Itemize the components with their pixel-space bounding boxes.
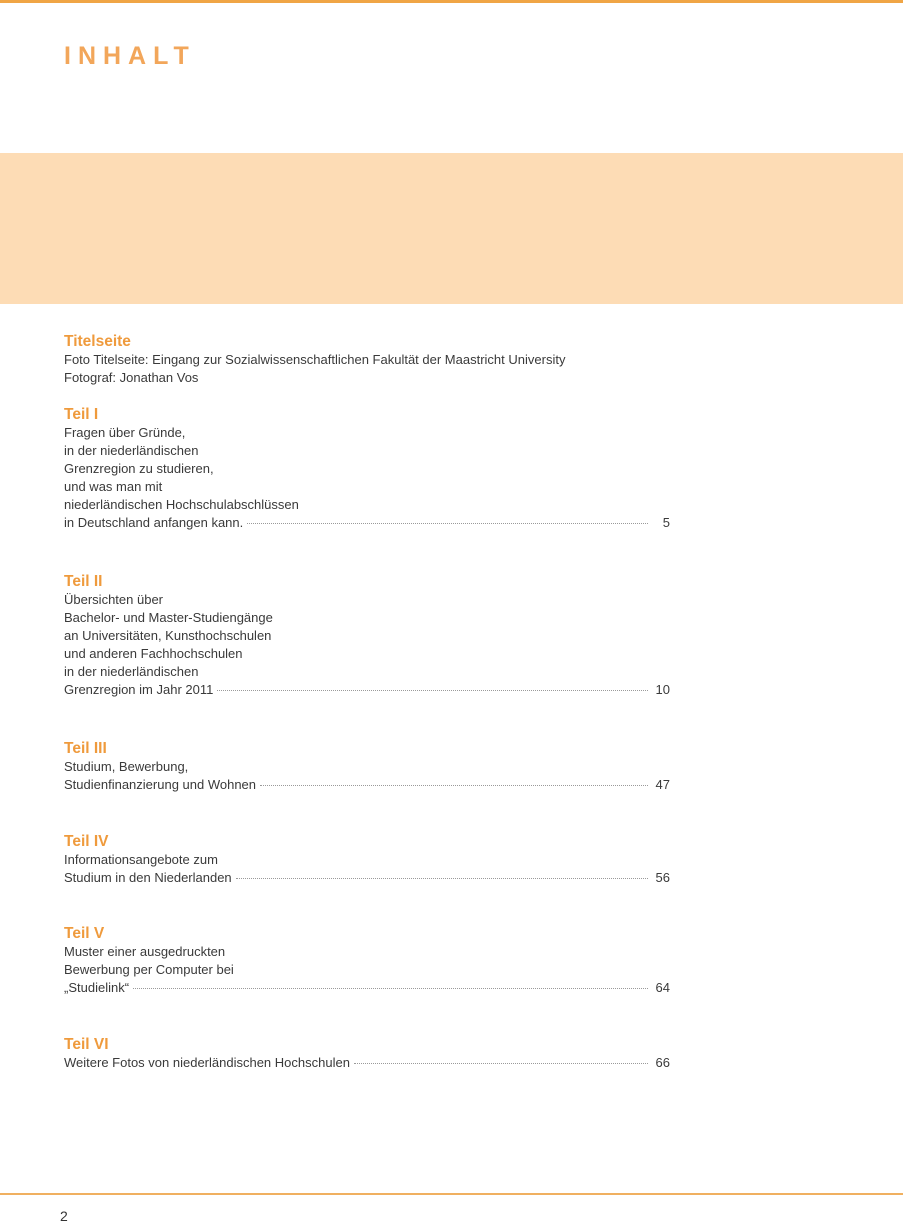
entry-line: „Studielink“	[64, 980, 130, 995]
entry-line: in der niederländischen	[64, 443, 199, 458]
entry-line: Studium, Bewerbung,	[64, 759, 189, 774]
entry-line: in der niederländischen	[64, 664, 199, 679]
section-title: Teil I	[64, 406, 99, 423]
toc-entry-teil-2[interactable]	[64, 572, 670, 699]
entry-line: an Universitäten, Kunsthochschulen	[64, 628, 272, 643]
entry-line: und was man mit	[64, 479, 163, 494]
page-reference: 56	[655, 870, 670, 885]
photographer-credit: Fotograf: Jonathan Vos	[64, 370, 199, 385]
section-title: Titelseite	[64, 333, 131, 350]
entry-last-line	[64, 979, 670, 997]
dot-leader	[260, 785, 648, 786]
entry-last-line	[64, 776, 670, 794]
photo-caption: Foto Titelseite: Eingang zur Sozialwissenschaftlichen Fakultät der Maastricht University	[64, 352, 566, 367]
dot-leader	[236, 878, 648, 879]
toc-entry-teil-4[interactable]	[64, 832, 670, 887]
entry-last-line	[64, 514, 670, 532]
bottom-rule	[0, 1193, 903, 1195]
entry-line: Studium in den Niederlanden	[64, 870, 232, 885]
page-reference: 10	[655, 682, 670, 697]
entry-line: Weitere Fotos von niederländischen Hochschulen	[64, 1055, 350, 1070]
entry-line: Bewerbung per Computer bei	[64, 962, 234, 977]
dot-leader	[217, 690, 648, 691]
entry-line: Übersichten über	[64, 592, 163, 607]
entry-line: Bachelor- und Master-Studiengänge	[64, 610, 273, 625]
entry-line: Grenzregion im Jahr 2011	[64, 682, 214, 697]
entry-last-line	[64, 869, 670, 887]
entry-last-line	[64, 681, 670, 699]
entry-line: Grenzregion zu studieren,	[64, 461, 214, 476]
entry-line: niederländischen Hochschulabschlüssen	[64, 497, 299, 512]
entry-line: und anderen Fachhochschulen	[64, 646, 243, 661]
entry-line: in Deutschland anfangen kann.	[64, 515, 244, 530]
entry-line: Muster einer ausgedruckten	[64, 944, 226, 959]
section-title: Teil III	[64, 740, 107, 757]
page-reference: 66	[655, 1055, 670, 1070]
top-rule	[0, 0, 903, 3]
page-reference: 64	[655, 980, 670, 995]
section-title: Teil IV	[64, 833, 109, 850]
title-page-section	[64, 332, 670, 387]
toc-entry-teil-3[interactable]	[64, 739, 670, 794]
page-heading: INHALT	[64, 42, 196, 70]
section-title: Teil II	[64, 573, 103, 590]
section-title: Teil VI	[64, 1036, 109, 1053]
toc-entry-teil-5[interactable]	[64, 924, 670, 997]
page-reference: 5	[662, 515, 670, 530]
toc-entry-teil-1[interactable]	[64, 405, 670, 532]
entry-line: Informationsangebote zum	[64, 852, 218, 867]
section-title: Teil V	[64, 925, 105, 942]
toc-entry-teil-6[interactable]	[64, 1035, 670, 1072]
dot-leader	[247, 523, 648, 524]
entry-line: Studienfinanzierung und Wohnen	[64, 777, 257, 792]
page-number: 2	[60, 1208, 68, 1224]
dot-leader	[133, 988, 648, 989]
dot-leader	[354, 1063, 648, 1064]
entry-line: Fragen über Gründe,	[64, 425, 186, 440]
entry-last-line	[64, 1054, 670, 1072]
header-band	[0, 153, 903, 304]
page-reference: 47	[655, 777, 670, 792]
